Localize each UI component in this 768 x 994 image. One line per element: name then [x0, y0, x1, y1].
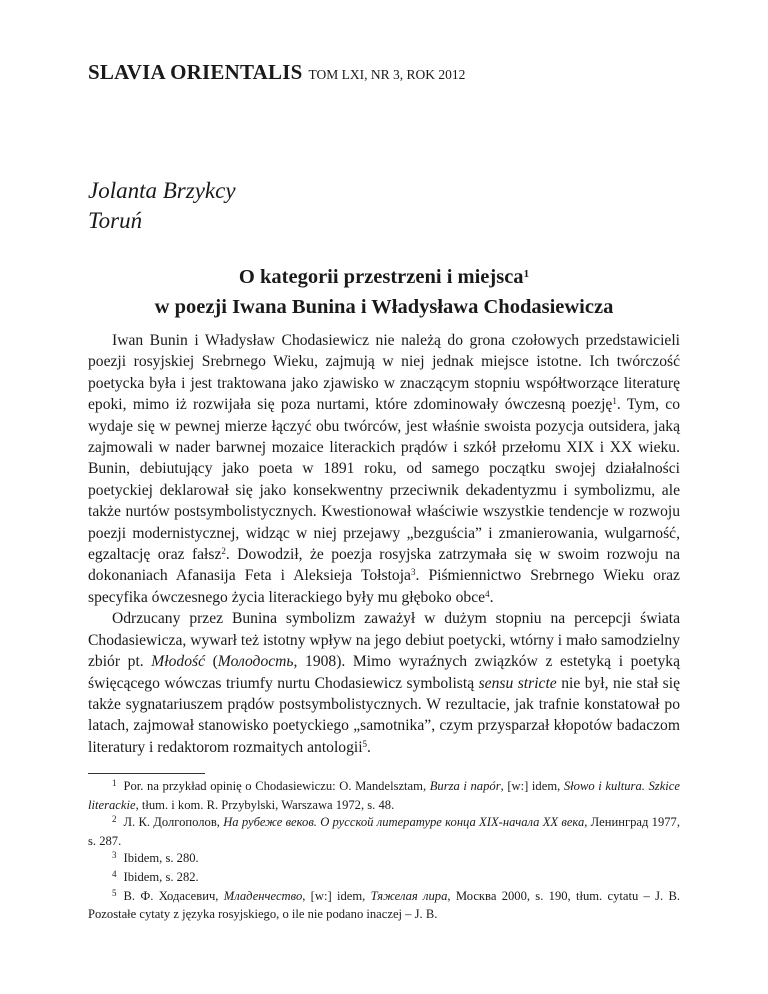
- author-block: [88, 176, 236, 236]
- footnote-number: 2: [112, 814, 117, 825]
- footnote-2: $^2$ Л. К. Долгополов, На рубеже веков. О русской литературе конца XIX-начала XX века, Ленинград 1977, s. 287.: [88, 814, 680, 848]
- article-body: [88, 330, 680, 758]
- footnote-divider: [88, 773, 205, 774]
- footnote-number: 1: [112, 778, 117, 788]
- paragraph-2: Odrzucany przez Bunina symbolizm zaważył w dużym stopniu na percepcji świata Chodasiewicza, wywarł też istotny wpływ na jego debiut poetycki, wtórny i mało samodzielny zbiór pt. Młodość (Молодость, 1908). Mimo wyraźnych związków z estetyką i poetyką święcącego wówczas triumfy nurtu Chodasiewicz symbolistą sensu stricte nie był, nie stał się także sygnatariuszem prądów postsymbolistycznych. W rezultacie, jak trafnie konstatował po latach, zajmował stanowisko poetyckiego „samotnika”, czym przysparzał kłopotów badaczom literatury i redaktorom rozmaitych antologii$^5$.: [88, 610, 680, 756]
- footnote-4: $^4$ Ibidem, s. 282.: [112, 868, 199, 884]
- footnote-ref[interactable]: 4: [485, 588, 490, 599]
- footnote-number: 3: [112, 850, 117, 861]
- footnote-ref[interactable]: 3: [410, 567, 416, 578]
- italic-title: Молодость: [217, 653, 294, 671]
- footnote-ref[interactable]: 5: [362, 738, 368, 749]
- footnote-ref[interactable]: 2: [221, 546, 226, 557]
- footnote-number: 4: [112, 868, 117, 879]
- author-name: Jolanta Brzykcy: [88, 178, 236, 203]
- footnote-5: $^5$ В. Ф. Ходасевич, Младенчество, [w:] idem, Тяжелая лира, Москва 2000, s. 190, tłum. cytatu – J. B. Pozostałe cytaty z języka rosyjskiego, o ile nie podano inaczej – J. B.: [88, 887, 680, 922]
- author-city: Toruń: [88, 208, 143, 233]
- title-line-1: O kategorii przestrzeni i miejsca$^1$: [238, 266, 530, 288]
- footnote-ref[interactable]: 1: [612, 396, 617, 407]
- footnote-3: $^3$ Ibidem, s. 280.: [112, 850, 199, 866]
- italic-phrase: sensu stricte: [478, 674, 557, 692]
- journal-issue-info: TOM LXI, NR 3, ROK 2012: [308, 67, 466, 82]
- journal-name: SLAVIA ORIENTALIS: [88, 60, 303, 84]
- footnote-1: $^1$ Por. na przykład opinię o Chodasiewiczu: O. Mandelsztam, Burza i napór, [w:] idem, Słowo i kultura. Szkice literackie, tłum. i kom. R. Przybylski, Warszawa 1972, s. 48.: [88, 778, 680, 812]
- footnotes: [88, 778, 680, 924]
- article-title: [88, 262, 680, 322]
- paragraph-1: Iwan Bunin i Władysław Chodasiewicz nie należą do grona czołowych przedstawicieli poezji rosyjskiej Srebrnego Wieku, zajmują w niej jednak miejsce istotne. Ich twórczość poetycka była i jest traktowana jako zjawisko w znaczącym stopniu współtworzące literaturę epoki, mimo iż rozwijała się poza nurtami, które zdominowały ówczesną poezję$^1$. Tym, co wydaje się w pewnej mierze łączyć obu twórców, jest właśnie swoista pozycja outsidera, jaką zajmowali w nader barwnej mozaice literackich prądów i szkół przełomu XIX i XX wieku. Bunin, debiutujący jako poeta w 1891 roku, od samego początku swojej działalności poetyckiej deklarował się jako konsekwentny przeciwnik dekadentyzmu i symbolizmu, ale także nurtów postsymbolistycznych. Kwestionował właściwie wszystkie tendencje w rozwoju poezji modernistycznej, widząc w niej przejawy „bezguścia” i zmanierowania, wulgarność, egzaltację oraz fałsz$^2$. Dowodził, że poezja rosyjska zatrzymała się w swoim rozwoju na dokonaniach Afanasija Feta i Aleksieja Tołstoja$^3$. Piśmiennictwo Srebrnego Wieku oraz specyfika ówczesnego życia literackiego były mu głęboko obce$^4$.: [88, 332, 681, 606]
- italic-title: Młodość: [151, 653, 205, 671]
- footnote-ref[interactable]: 1: [523, 268, 530, 280]
- title-line-2: w poezji Iwana Bunina i Władysława Chodasiewicza: [154, 296, 614, 318]
- journal-header: [88, 60, 465, 85]
- footnote-number: 5: [112, 887, 117, 898]
